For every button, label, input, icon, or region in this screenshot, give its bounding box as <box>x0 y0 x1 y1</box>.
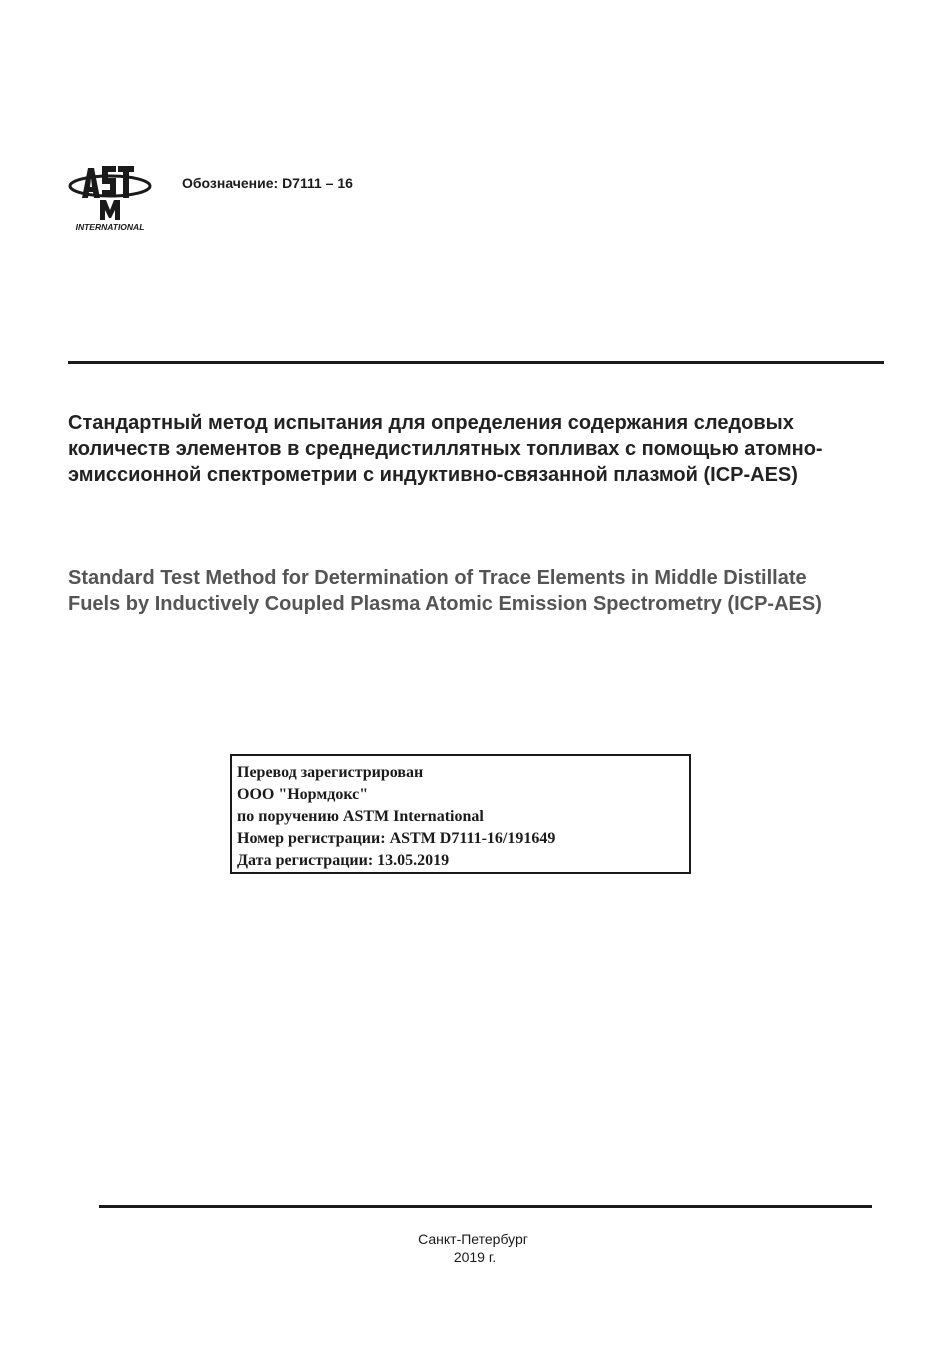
astm-international-logo-icon <box>66 158 154 234</box>
divider-bottom <box>99 1205 872 1208</box>
footer-year: 2019 г. <box>453 1249 497 1265</box>
footer-city: Санкт-Петербург <box>418 1231 528 1247</box>
registration-box <box>230 754 691 874</box>
registration-date: Дата регистрации: 13.05.2019 <box>237 852 450 869</box>
footer <box>0 1230 950 1266</box>
divider-top <box>68 361 884 364</box>
registration-line: Перевод зарегистрирован <box>237 764 424 781</box>
title-english: Standard Test Method for Determination of Trace Elements in Middle Distillate Fuels by Inductively Coupled Plasma Atomic Emission Spectrometry (ICP-AES) <box>68 567 822 615</box>
registration-line: ООО "Нормдокс" <box>237 786 369 803</box>
designation: Обозначение: D7111 – 16 <box>182 175 353 191</box>
registration-line: по поручению ASTM International <box>237 808 484 825</box>
astm-logo <box>66 158 154 234</box>
title-russian: Стандартный метод испытания для определения содержания следовых количеств элементов в среднедистиллятных топливах с помощью атомно-эмиссионной спектрометрии с индуктивно-связанной плазмой (ICP-AES) <box>68 412 823 486</box>
registration-number: Номер регистрации: ASTM D7111-16/191649 <box>237 830 556 847</box>
logo-text: INTERNATIONAL <box>75 222 145 232</box>
